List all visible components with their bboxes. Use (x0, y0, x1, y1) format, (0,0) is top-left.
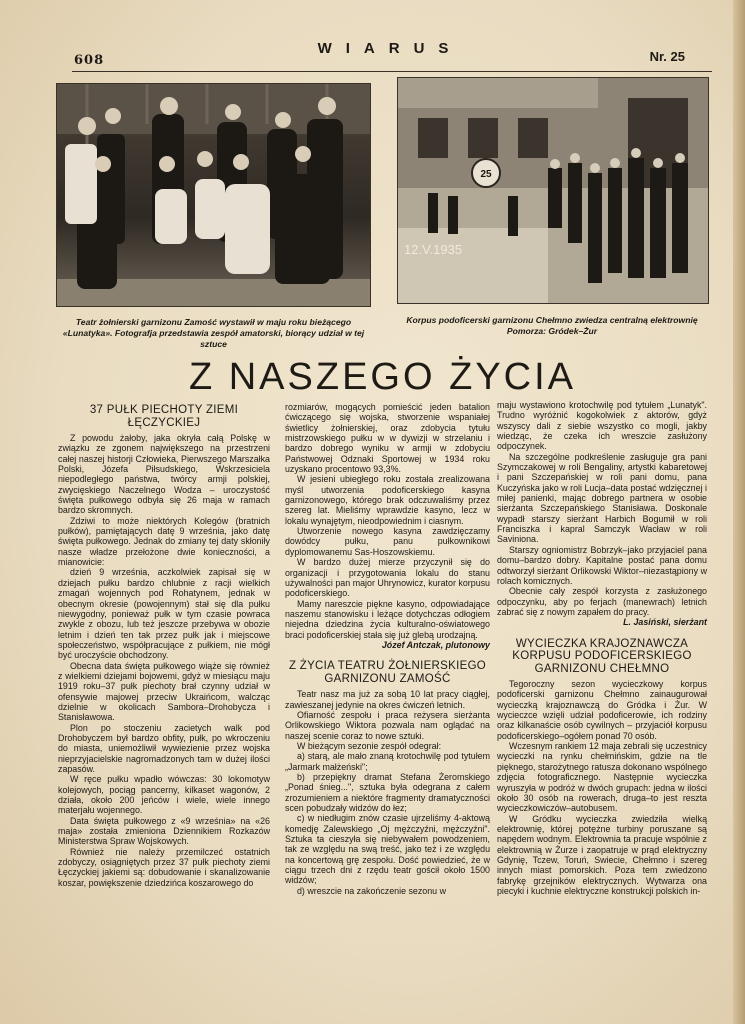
photo-power-station-visit (397, 77, 709, 304)
author-signature: L. Jasiński, sierżant (623, 617, 707, 628)
speed-limit-sign-number: 25 (480, 169, 492, 180)
article-paragraph: a) starą, ale mało znaną krotochwilę pod tytułem „Jarmark małżeński"; (285, 751, 490, 772)
article-paragraph: W ręce pułku wpadło wówczas: 30 lokomotyw kolejowych, pociąg pancerny, kilkaset wagonów, 2 działa, około 200 jeńców i wiele, wiele innego materjału wojennego. (58, 774, 270, 816)
article-heading-chelmno-trip: WYCIECZKA KRAJOZNAWCZA KORPUSU PODOFICERSKIEGO GARNIZONU CHEŁMNO (512, 637, 692, 675)
article-paragraph: Plon po stoczeniu zacietych walk pod Drohobyczem był bardzo obfity, pułk, po wkroczeniu do miasta, uniemożliwił wywiezienie przez wojska nieprzyjacielskie nagromadzonych tam w dużej ilości zapasów. (58, 722, 270, 774)
article-paragraph: Utworzenie nowego kasyna zawdzięczamy dowódcy pułku, panu pułkownikowi dyplomowanemu Sas-Hoszowskiemu. (285, 526, 490, 557)
article-paragraph: Obecna data święta pułkowego wiąże się również z wielkiemi dziejami bojowemi, gdyż w miesiącu maju 1919 roku–37 pułk piechoty brał czynny udział w ofensywie majowej przeciw Ukraińcom, walcząc dzielnie w okolicach Sambora–Drohobycza i Stanisławowa. (58, 660, 270, 723)
article-paragraph: Na szczególne podkreślenie zasługuje gra pani Szymczakowej w roli Bengaliny, artystki kabaretowej i pani Szczepańskiej w roli pani domu, pana Kuczyńska jako w roli Lucja–data postać wdzięcznej i miłej panienki, mając dobrego partnera w osobie sierżanta Szczepańskiego Stanisława. Doskonale wypadł starszy sierżant Harbich Bogumił w roli Franciszka i kapral Samczyk Wacław w roli Saviniona. (497, 451, 707, 545)
article-paragraph: Również nie należy przemilczeć ostatnich zdobyczy, osiągniętych przez 37 pułk piechoty ziemi Łęczyckiej jakiemi są: dobudowanie i skanalizowanie koszar, powiększenie dziedzińca koszarowego do (58, 846, 270, 888)
photo-caption-power-station: Korpus podoficerski garnizonu Chełmno zwiedza centralną elektrownię Pomorza: Gródek–Żur (406, 315, 698, 336)
article-paragraph: Z powodu żałoby, jaka okryła całą Polskę w związku ze zgonem największego na przestrzeni całej naszej historji Człowieka, Pierwszego Marszałka Polski, Józefa Piłsudskiego, Wskrzesiciela niepodległego państwa, twórcy armji polskiej, zwycięskiego Naczelnego Wodza – uroczystość święta pułkowego odbyła się 26 maja w ramach bardzo skromnych. (58, 433, 270, 516)
article-paragraph: rozmiarów, mogących pomieścić jeden batalion ćwiczącego się wojska, stworzenie wspaniałej świetlicy żołnierskiej, oraz zdobycia tytułu mistrzowskiego pułku w w dywizji w strzelaniu i bardzo dobrego wyniku w armji w zdobyciu Państwowej Odznaki Sportowej w 1934 roku uzyskano procentowo 93,3%. (285, 402, 490, 475)
article-heading-zamosc-theatre: Z ŻYCIA TEATRU ŻOŁNIERSKIEGO GARNIZONU ZAMOŚĆ (288, 660, 487, 685)
column-2 (285, 402, 490, 896)
column-3 (497, 400, 707, 896)
article-paragraph: Data święta pułkowego z «9 września» na «26 maja» została zmieniona Dziennikiem Rozkazów Ministerstwa Spraw Wojskowych. (58, 815, 270, 847)
magazine-title: WIARUS (317, 40, 463, 57)
author-signature: Józef Antczak, plutonowy (381, 639, 490, 650)
header-rule (72, 71, 712, 72)
article-paragraph: d) wreszcie na zakończenie sezonu w (297, 885, 446, 896)
column-1 (58, 404, 270, 888)
article-paragraph: W jesieni ubiegłego roku została zrealizowana myśl utworzenia podoficerskiego kasyna garnizonowego, którego brak odczuwaliśmy przez szereg lat. Mieliśmy wprawdzie kasyno, lecz w lokalu wynajętym, nieodpowiednim i ciasnym. (285, 474, 490, 526)
article-heading-37-regiment: 37 PUŁK PIECHOTY ZIEMI ŁĘCZYCKIEJ (89, 404, 239, 429)
page-number: 608 (74, 53, 105, 68)
article-paragraph: Mamy nareszcie piękne kasyno, odpowiadające naszemu stanowisku i leżące dotychczas odłogiem niejedna dziedzina życia kulturalno-oświatowego braci podoficerskiej stała się już glebą urodzajną. (285, 598, 490, 640)
article-paragraph: maju wystawiono krotochwilę pod tytułem „Lunatyk". Trudno wyróżnić kogokolwiek z aktorów, gdyż wszyscy dali z siebie wszystko co mogli, jakby wiedząc, że czeka ich wreszcie zasłużony odpoczynek. (497, 400, 707, 452)
photo-caption-theatre: Teatr żołnierski garnizonu Zamość wystawił w maju roku bieżącego «Lunatyka». Fotografja przedstawia zespół amatorski, biorący udział w tej sztuce (62, 317, 365, 349)
article-paragraph: dzień 9 września, aczkolwiek zapisał się w dziejach pułku bardzo chlubnie z racji wielkich zmagań wojennych pod Rohatynem, jednak w obecnym okresie (powojennym) stał się dla pułku niewygodny, ponieważ pułk w tym czasie powraca zwykle z obozu, lub też jeszcze przebywa w obozie letnim i dzień ten tak przez pułk jak i miejscowe społeczeństwo, współpracujące z pułkiem, nie mógł być uroczyście obchodzony. (58, 567, 270, 661)
article-paragraph: Wczesnym rankiem 12 maja zebrali się uczestnicy wycieczki na rynku chełmińskim, gdzie na tle pięknego, starożytnego ratusza dokonano wspólnego zdjęcia fotograficznego. Następnie wycieczka wyruszyła w podróż w dwóch grupach: jedna w ilości około 30 osób na rowerach, druga–to jest reszta wycieczkowiczów–autobusem. (497, 741, 707, 814)
article-paragraph: Zdziwi to może niektórych Kolegów (bratnich pułków), pamiętających datę 9 września, jako datę święta pułkowego. Jednak do zmiany tej daty skłoniły nasze władze przełożone dwie konieczności, a mianowicie: (58, 515, 270, 568)
photo-theatre-group (56, 83, 371, 307)
article-paragraph: Teatr nasz ma już za sobą 10 lat pracy ciągłej, zawieszanej jedynie na okres ćwiczeń letnich. (285, 689, 490, 710)
article-paragraph: b) przepiękny dramat Stefana Żeromskiego „Ponad śnieg...", sztuka była odegrana z całem zrozumieniem a niektóre fragmenty dramatyczności scen pobudzały widzów do łez; (285, 772, 490, 814)
article-paragraph: Obecnie cały zespół korzysta z zasłużonego odpoczynku, aby po ferjach (manewrach) letnich zabrać się z nowym zapałem do pracy. (497, 586, 707, 617)
issue-number: Nr. 25 (649, 49, 685, 64)
page-spine-shadow (733, 0, 745, 1024)
page-section-title: Z NASZEGO ŻYCIA (188, 356, 577, 398)
article-paragraph: Ofiarność zespołu i praca reżysera sierżanta Orlikowskiego Wiktora pozwala nam oglądać na naszej scenie coraz to nowe sztuki. (285, 709, 490, 741)
article-paragraph: c) w niedługim znów czasie ujrzeliśmy 4-aktową komedję Zalewskiego „Oj mężczyźni, mężczyźni". Sztuka ta cieszyła się niebywałem powodzeniem, tak ze względu na swą treść, jako też i ze względu na koncertową grę zespołu. Dość powiedzieć, że w ciągu trzech dni z rzędu teatr gościł około 1500 widzów; (285, 813, 490, 886)
article-paragraph: Tegoroczny sezon wycieczkowy korpus podoficerski garnizonu Chełmno zainaugurował wycieczką krajoznawczą do Gródka i Żur. W wycieczce wzięli udział podoficerowie, ich rodziny oraz kilkanaście osób cywilnych – przyjaciół korpusu podoficerskiego–ogółem ponad 70 osób. (497, 679, 707, 741)
article-paragraph: W bardzo dużej mierze przyczynił się do organizacji i przygotowania lokalu do stanu używalności pan major Uhrynowicz, kurator korpusu podoficerskiego. (285, 557, 490, 599)
article-paragraph: W bieżącym sezonie zespół odegrał: (297, 740, 442, 751)
article-paragraph: W Gródku wycieczka zwiedziła wielką elektrownię, której potężne turbiny poruszane są napędem wodnym. Elektrownia ta pracuje wspólnie z elektrownią w Żurze i zaopatruje w prąd elektryczny Gdynię, Tczew, Toruń, Swiecie, Chełmno i szereg innych miast pomorskich. Poza tem zwiedzono fabrykę grzejników elektrycznych. Wytwarza ona piecyki i kuchnie elektryczne konstrukcji polskich in- (497, 813, 707, 896)
photo-date-inscription: 12.V.1935 (404, 242, 463, 257)
article-paragraph: Starszy ogniomistrz Bobrzyk–jako przyjaciel pana domu–bardzo dobry. Kapitalne postać pana domu odtworzył sierżant Orlikowski Wiktor–niezastąpiony w rolach komicznych. (497, 544, 707, 586)
